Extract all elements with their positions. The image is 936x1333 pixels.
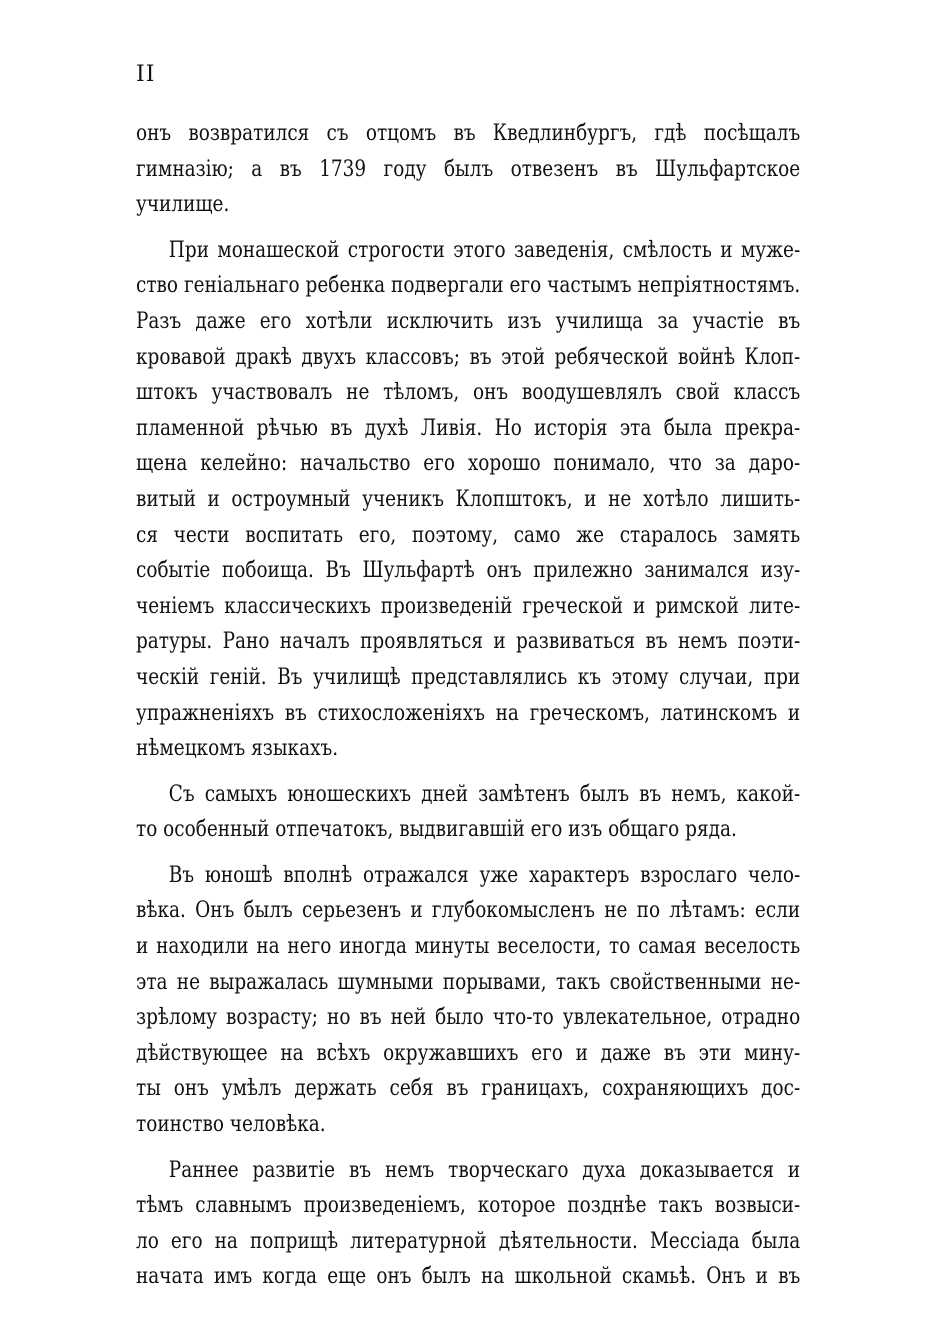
text-line: ратуры. Рано началъ проявляться и развиваться въ немъ поэти- [136, 628, 801, 655]
text-line: витый и остроумный ученикъ Клопштокъ, и не хотѣло лишить- [136, 485, 801, 512]
text-line: ты онъ умѣлъ держать себя въ границахъ, сохраняющихъ дос- [136, 1075, 801, 1102]
text-line: зрѣлому возрасту; но въ ней было что-то увлекательное, отрадно [136, 1004, 801, 1031]
text-line: пламенной рѣчью въ духѣ Ливія. Но исторія эта была прекра- [136, 414, 801, 441]
text-line: училище. [136, 191, 230, 218]
text-line: онъ возвратился съ отцомъ въ Кведлинбургъ, гдѣ посѣщалъ [136, 120, 801, 146]
paragraph [136, 777, 800, 848]
paragraph [136, 858, 800, 1143]
text-line: то особенный отпечатокъ, выдвигавшій его изъ общаго ряда. [136, 816, 737, 843]
text-line: ченіемъ классическихъ произведеній греческой и римской лите- [136, 592, 801, 619]
text-line: Въ юношѣ вполнѣ отражался уже характеръ взрослаго чело- [168, 861, 801, 888]
text-line: тоинство человѣка. [136, 1111, 326, 1138]
paragraph [136, 1153, 800, 1295]
text-line: нѣмецкомъ языкахъ. [136, 735, 339, 762]
text-line: событіе побоища. Въ Шульфартѣ онъ прилежно занимался изу- [136, 557, 801, 584]
paragraph [136, 233, 800, 767]
text-line: ло его на поприщѣ литературной дѣятельности. Мессіада была [136, 1227, 801, 1254]
paragraph [136, 116, 800, 223]
text-line: начата имъ когда еще онъ былъ на школьной скамьѣ. Онъ и въ [136, 1263, 801, 1290]
text-line: кровавой дракѣ двухъ классовъ; въ этой ребяческой войнѣ Клоп- [136, 343, 801, 370]
text-body [136, 116, 800, 1305]
text-line: штокъ участвовалъ не тѣломъ, онъ воодушевлялъ свой классъ [136, 379, 801, 406]
text-line: ся чести воспитать его, поэтому, само же старалось замять [136, 521, 801, 548]
text-line: дѣйствующее на всѣхъ окружавшихъ его и даже въ эти мину- [136, 1039, 801, 1066]
text-line: вѣка. Онъ былъ серьезенъ и глубокомысленъ не по лѣтамъ: если [136, 897, 801, 924]
text-line: тѣмъ славнымъ произведеніемъ, которое позднѣе такъ возвыси- [136, 1192, 801, 1219]
text-line: ство геніальнаго ребенка подвергали его частымъ непріятностямъ. [136, 272, 801, 299]
text-line: гимназію; а въ 1739 году былъ отвезенъ въ Шульфартское [136, 155, 801, 182]
text-line: ческій геній. Въ училищѣ представлялись къ этому случаи, при [136, 663, 801, 690]
text-line: и находили на него иногда минуты веселости, то самая веселость [136, 933, 801, 960]
text-line: эта не выражалась шумными порывами, такъ свойственными не- [136, 968, 801, 995]
text-line: Съ самыхъ юношескихъ дней замѣтенъ былъ въ немъ, какой- [168, 780, 801, 807]
text-line: щена келейно: начальство его хорошо понимало, что за даро- [136, 450, 801, 477]
text-line: Разъ даже его хотѣли исключить изъ училища за участіе въ [136, 307, 801, 334]
page-number: II [136, 62, 156, 87]
text-line: При монашеской строгости этого заведенія, смѣлость и муже- [168, 236, 801, 263]
text-line: Раннее развитіе въ немъ творческаго духа доказывается и [168, 1156, 801, 1183]
text-line: упражненіяхъ въ стихосложеніяхъ на греческомъ, латинскомъ и [136, 699, 801, 726]
